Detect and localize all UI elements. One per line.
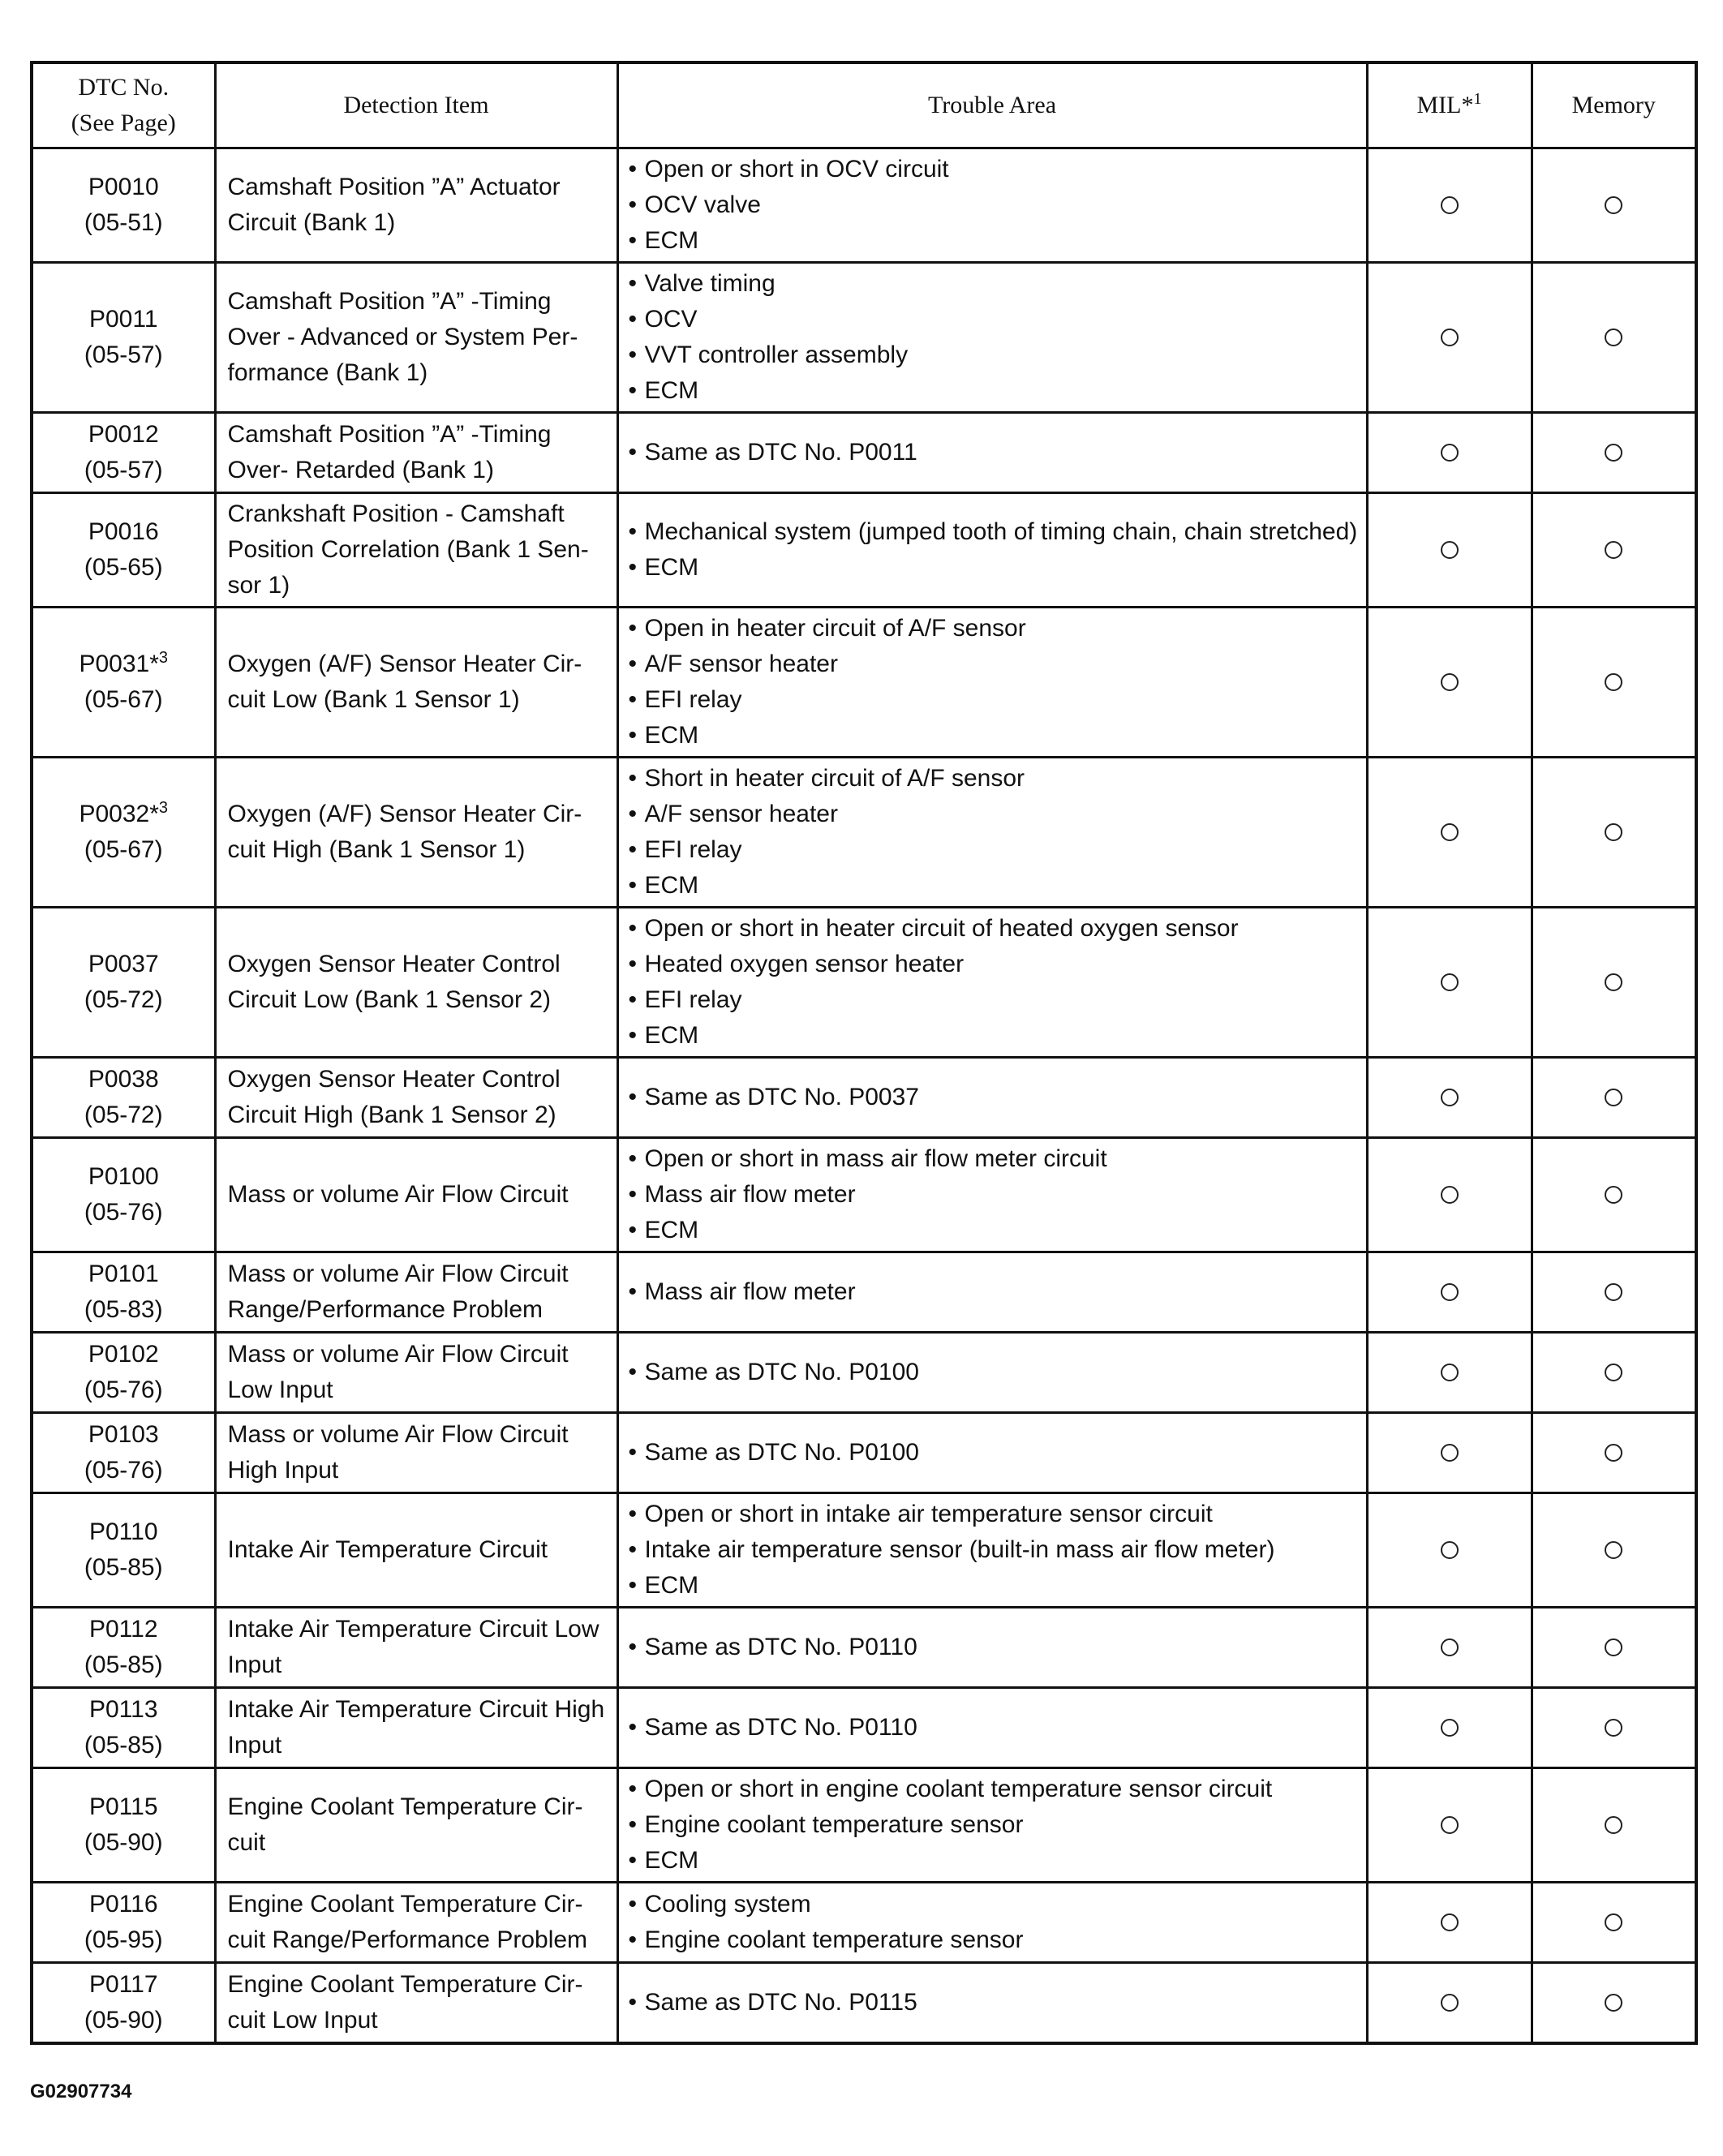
detection-item: Engine Coolant Temperature Cir-cuit [215,1768,617,1883]
dtc-code-cell [32,908,215,1058]
mil-circle-icon [1441,1816,1459,1834]
table-row [32,1608,1696,1688]
header-mil [1367,62,1532,148]
table-row [32,1883,1696,1963]
mil-circle-icon [1441,1541,1459,1559]
trouble-area-item: • Same as DTC No. P0110 [627,1710,1358,1746]
trouble-area-item: • VVT controller assembly [627,337,1358,373]
header-see-page-label: (See Page) [71,110,176,136]
header-memory: Memory [1532,62,1696,148]
dtc-page-ref: (05-72) [84,986,163,1013]
table-row [32,1058,1696,1138]
trouble-area-item: • A/F sensor heater [627,797,1358,832]
dtc-code: P0010 [88,174,159,200]
trouble-area-item: • OCV [627,302,1358,337]
dtc-code-cell [32,1333,215,1413]
trouble-area-list [627,1772,1358,1879]
dtc-code-cell [32,1058,215,1138]
dtc-code: P0016 [88,518,159,545]
memory-cell [1532,608,1696,758]
memory-cell [1532,1413,1696,1493]
detection-item: Engine Coolant Temperature Cir-cuit Range/Performance Problem [215,1883,617,1963]
trouble-area-list [627,1887,1358,1958]
dtc-page-ref: (05-67) [84,836,163,863]
dtc-code-line [33,1789,214,1825]
mil-cell [1367,758,1532,908]
dtc-code-line [33,797,214,832]
trouble-area-item: • Short in heater circuit of A/F sensor [627,761,1358,797]
dtc-page-ref: (05-83) [84,1296,163,1323]
trouble-area-cell [617,413,1367,493]
mil-circle-icon [1441,1089,1459,1106]
trouble-area-cell [617,263,1367,413]
dtc-footnote: 3 [158,649,169,667]
trouble-area-item: • Same as DTC No. P0011 [627,435,1358,470]
mil-circle-icon [1441,1364,1459,1381]
dtc-code: P0011 [88,306,158,333]
dtc-code: P0103 [88,1421,159,1448]
memory-circle-icon [1605,1283,1622,1301]
memory-cell [1532,1963,1696,2043]
trouble-area-list [627,1141,1358,1248]
trouble-area-item: • Intake air temperature sensor (built-in mass air flow meter) [627,1532,1358,1568]
detection-item: Intake Air Temperature Circuit Low Input [215,1608,617,1688]
dtc-table-body [32,148,1696,2043]
dtc-code-line [33,302,214,337]
header-row [32,62,1696,148]
trouble-area-item: • Open or short in intake air temperature sensor circuit [627,1497,1358,1532]
dtc-code-cell [32,413,215,493]
trouble-area-cell [617,1688,1367,1768]
table-row [32,493,1696,608]
header-detection-item: Detection Item [215,62,617,148]
dtc-page-ref: (05-90) [84,1829,163,1856]
trouble-area-list [627,152,1358,259]
memory-circle-icon [1605,823,1622,841]
dtc-page-ref: (05-67) [84,686,163,713]
dtc-code: P0116 [88,1891,158,1918]
mil-circle-icon [1441,823,1459,841]
trouble-area-item: • Same as DTC No. P0115 [627,1985,1358,2021]
dtc-code-cell [32,1688,215,1768]
dtc-code-cell [32,1252,215,1333]
mil-circle-icon [1441,1994,1459,2012]
mil-circle-icon [1441,1444,1459,1462]
mil-cell [1367,1608,1532,1688]
trouble-area-item: • OCV valve [627,187,1358,223]
table-row [32,1413,1696,1493]
memory-circle-icon [1605,1186,1622,1204]
dtc-code-line [33,1967,214,2003]
detection-item: Camshaft Position ”A” -Timing Over - Advanced or System Per-formance (Bank 1) [215,263,617,413]
memory-cell [1532,148,1696,263]
trouble-area-list [627,1710,1358,1746]
dtc-code-cell [32,263,215,413]
dtc-code: P0112 [88,1616,158,1643]
memory-circle-icon [1605,541,1622,559]
dtc-page-ref: (05-57) [84,341,163,368]
dtc-code-cell [32,758,215,908]
trouble-area-list [627,1435,1358,1471]
dtc-page-ref: (05-90) [84,2006,163,2034]
memory-circle-icon [1605,1913,1622,1931]
trouble-area-item: • EFI relay [627,832,1358,868]
header-mil-footnote: 1 [1473,90,1482,108]
mil-cell [1367,1058,1532,1138]
memory-cell [1532,413,1696,493]
header-trouble-area: Trouble Area [617,62,1367,148]
table-row [32,263,1696,413]
mil-circle-icon [1441,673,1459,691]
dtc-code-line [33,1062,214,1097]
memory-circle-icon [1605,1541,1622,1559]
trouble-area-cell [617,1883,1367,1963]
memory-circle-icon [1605,1364,1622,1381]
trouble-area-item: • ECM [627,1018,1358,1054]
table-row [32,1688,1696,1768]
memory-circle-icon [1605,329,1622,346]
trouble-area-cell [617,908,1367,1058]
dtc-code-line [33,1256,214,1292]
dtc-code: P0117 [88,1970,158,1998]
mil-cell [1367,1493,1532,1608]
dtc-code-line [33,1417,214,1453]
memory-cell [1532,1688,1696,1768]
mil-cell [1367,493,1532,608]
trouble-area-list [627,1274,1358,1310]
trouble-area-cell [617,1138,1367,1252]
mil-cell [1367,1688,1532,1768]
trouble-area-item: • Engine coolant temperature sensor [627,1922,1358,1958]
dtc-code-line [33,1337,214,1372]
memory-cell [1532,908,1696,1058]
header-dtc-no [32,62,215,148]
mil-cell [1367,608,1532,758]
trouble-area-item: • ECM [627,868,1358,904]
detection-item: Oxygen Sensor Heater Control Circuit High (Bank 1 Sensor 2) [215,1058,617,1138]
detection-item: Mass or volume Air Flow Circuit Range/Performance Problem [215,1252,617,1333]
dtc-footnote: 3 [158,799,169,817]
mil-cell [1367,1883,1532,1963]
memory-circle-icon [1605,196,1622,214]
dtc-code-line [33,417,214,453]
dtc-code-line [33,646,214,682]
trouble-area-item: • A/F sensor heater [627,646,1358,682]
dtc-code-cell [32,1493,215,1608]
dtc-code: P0110 [88,1518,158,1545]
dtc-page-ref: (05-95) [84,1926,163,1953]
table-row [32,608,1696,758]
table-row [32,148,1696,263]
mil-circle-icon [1441,1283,1459,1301]
trouble-area-list [627,1630,1358,1665]
dtc-code: P0038 [88,1066,159,1093]
dtc-code-cell [32,1768,215,1883]
dtc-code-cell [32,608,215,758]
trouble-area-item: • Same as DTC No. P0110 [627,1630,1358,1665]
mil-circle-icon [1441,1719,1459,1737]
dtc-code: P0037 [88,951,159,977]
trouble-area-item: • ECM [627,1568,1358,1604]
trouble-area-item: • Cooling system [627,1887,1358,1922]
mil-cell [1367,263,1532,413]
dtc-page-ref: (05-76) [84,1376,163,1403]
trouble-area-item: • Open or short in mass air flow meter circuit [627,1141,1358,1177]
trouble-area-item: • ECM [627,550,1358,586]
detection-item: Mass or volume Air Flow Circuit High Input [215,1413,617,1493]
dtc-code-cell [32,1608,215,1688]
trouble-area-cell [617,148,1367,263]
trouble-area-item: • ECM [627,1213,1358,1248]
trouble-area-cell [617,1413,1367,1493]
trouble-area-list [627,266,1358,409]
mil-circle-icon [1441,541,1459,559]
memory-cell [1532,1493,1696,1608]
memory-circle-icon [1605,1816,1622,1834]
mil-cell [1367,413,1532,493]
memory-cell [1532,758,1696,908]
trouble-area-item: • Mechanical system (jumped tooth of timing chain, chain stretched) [627,514,1358,550]
trouble-area-item: • Valve timing [627,266,1358,302]
trouble-area-item: • Engine coolant temperature sensor [627,1807,1358,1843]
trouble-area-cell [617,1252,1367,1333]
trouble-area-item: • Mass air flow meter [627,1274,1358,1310]
trouble-area-cell [617,1333,1367,1413]
mil-circle-icon [1441,1186,1459,1204]
detection-item: Camshaft Position ”A” -Timing Over- Retarded (Bank 1) [215,413,617,493]
memory-circle-icon [1605,673,1622,691]
memory-circle-icon [1605,1994,1622,2012]
dtc-page-ref: (05-51) [84,209,163,236]
dtc-code: P0031* [79,651,159,677]
dtc-page-ref: (05-76) [84,1199,163,1226]
dtc-table [30,61,1698,2045]
trouble-area-cell [617,493,1367,608]
memory-circle-icon [1605,1719,1622,1737]
mil-cell [1367,148,1532,263]
trouble-area-item: • Open or short in OCV circuit [627,152,1358,187]
mil-cell [1367,1138,1532,1252]
trouble-area-cell [617,1608,1367,1688]
table-row [32,1333,1696,1413]
memory-circle-icon [1605,973,1622,991]
trouble-area-cell [617,758,1367,908]
memory-cell [1532,1058,1696,1138]
mil-cell [1367,1252,1532,1333]
detection-item: Mass or volume Air Flow Circuit [215,1138,617,1252]
table-row [32,1493,1696,1608]
memory-cell [1532,493,1696,608]
mil-cell [1367,1963,1532,2043]
dtc-code-cell [32,148,215,263]
dtc-page-ref: (05-76) [84,1457,163,1484]
memory-cell [1532,1138,1696,1252]
dtc-code-line [33,514,214,550]
trouble-area-list [627,435,1358,470]
dtc-code-cell [32,493,215,608]
dtc-page-ref: (05-85) [84,1554,163,1581]
mil-cell [1367,908,1532,1058]
trouble-area-list [627,761,1358,904]
detection-item: Engine Coolant Temperature Cir-cuit Low Input [215,1963,617,2043]
trouble-area-cell [617,608,1367,758]
dtc-code: P0113 [88,1696,158,1723]
mil-circle-icon [1441,1638,1459,1656]
dtc-code: P0032* [79,801,159,827]
mil-circle-icon [1441,444,1459,462]
trouble-area-cell [617,1493,1367,1608]
dtc-code-cell [32,1883,215,1963]
table-row [32,908,1696,1058]
trouble-area-list [627,1985,1358,2021]
trouble-area-cell [617,1058,1367,1138]
dtc-page-ref: (05-57) [84,457,163,483]
detection-item: Oxygen (A/F) Sensor Heater Cir-cuit High (Bank 1 Sensor 1) [215,758,617,908]
dtc-page-ref: (05-72) [84,1102,163,1128]
trouble-area-item: • EFI relay [627,682,1358,718]
detection-item: Intake Air Temperature Circuit [215,1493,617,1608]
dtc-code: P0115 [88,1793,158,1820]
dtc-code-line [33,1514,214,1550]
mil-circle-icon [1441,196,1459,214]
dtc-code: P0100 [88,1163,159,1190]
table-row [32,758,1696,908]
memory-cell [1532,1883,1696,1963]
trouble-area-item: • ECM [627,373,1358,409]
trouble-area-cell [617,1963,1367,2043]
trouble-area-item: • Heated oxygen sensor heater [627,947,1358,982]
detection-item: Oxygen (A/F) Sensor Heater Cir-cuit Low (Bank 1 Sensor 1) [215,608,617,758]
dtc-page-ref: (05-85) [84,1732,163,1759]
header-mil-label: MIL* [1416,92,1474,118]
dtc-code: P0101 [88,1261,159,1287]
trouble-area-item: • ECM [627,718,1358,754]
detection-item: Camshaft Position ”A” Actuator Circuit (Bank 1) [215,148,617,263]
mil-cell [1367,1333,1532,1413]
trouble-area-item: • Same as DTC No. P0037 [627,1080,1358,1115]
trouble-area-item: • Open or short in heater circuit of heated oxygen sensor [627,911,1358,947]
trouble-area-list [627,514,1358,586]
mil-cell [1367,1768,1532,1883]
dtc-code-cell [32,1413,215,1493]
trouble-area-item: • EFI relay [627,982,1358,1018]
mil-circle-icon [1441,1913,1459,1931]
memory-cell [1532,263,1696,413]
mil-circle-icon [1441,329,1459,346]
detection-item: Crankshaft Position - Camshaft Position Correlation (Bank 1 Sen-sor 1) [215,493,617,608]
dtc-code-cell [32,1963,215,2043]
trouble-area-list [627,1355,1358,1390]
dtc-code-line [33,1612,214,1647]
header-dtc-no-label: DTC No. [78,74,170,101]
trouble-area-list [627,611,1358,754]
figure-id: G02907734 [30,2081,132,2102]
trouble-area-item: • Open or short in engine coolant temperature sensor circuit [627,1772,1358,1807]
table-row [32,1252,1696,1333]
trouble-area-cell [617,1768,1367,1883]
memory-cell [1532,1252,1696,1333]
dtc-page-ref: (05-85) [84,1651,163,1678]
detection-item: Mass or volume Air Flow Circuit Low Input [215,1333,617,1413]
detection-item: Intake Air Temperature Circuit High Input [215,1688,617,1768]
trouble-area-item: • ECM [627,1843,1358,1879]
dtc-code: P0012 [88,421,159,448]
table-row [32,1963,1696,2043]
memory-circle-icon [1605,1444,1622,1462]
dtc-code-line [33,1887,214,1922]
detection-item: Oxygen Sensor Heater Control Circuit Low (Bank 1 Sensor 2) [215,908,617,1058]
table-row [32,1768,1696,1883]
trouble-area-item: • ECM [627,223,1358,259]
memory-cell [1532,1333,1696,1413]
mil-circle-icon [1441,973,1459,991]
trouble-area-list [627,1080,1358,1115]
mil-cell [1367,1413,1532,1493]
dtc-code-line [33,1159,214,1195]
memory-circle-icon [1605,1089,1622,1106]
trouble-area-item: • Same as DTC No. P0100 [627,1355,1358,1390]
dtc-code-line [33,1692,214,1728]
dtc-code: P0102 [88,1341,159,1368]
trouble-area-item: • Same as DTC No. P0100 [627,1435,1358,1471]
table-row [32,1138,1696,1252]
trouble-area-item: • Mass air flow meter [627,1177,1358,1213]
trouble-area-list [627,1497,1358,1604]
trouble-area-list [627,911,1358,1054]
dtc-code-line [33,947,214,982]
memory-circle-icon [1605,444,1622,462]
dtc-page-ref: (05-65) [84,554,163,581]
dtc-code-line [33,170,214,205]
trouble-area-item: • Open in heater circuit of A/F sensor [627,611,1358,646]
table-row [32,413,1696,493]
memory-cell [1532,1608,1696,1688]
dtc-code-cell [32,1138,215,1252]
memory-circle-icon [1605,1638,1622,1656]
memory-cell [1532,1768,1696,1883]
